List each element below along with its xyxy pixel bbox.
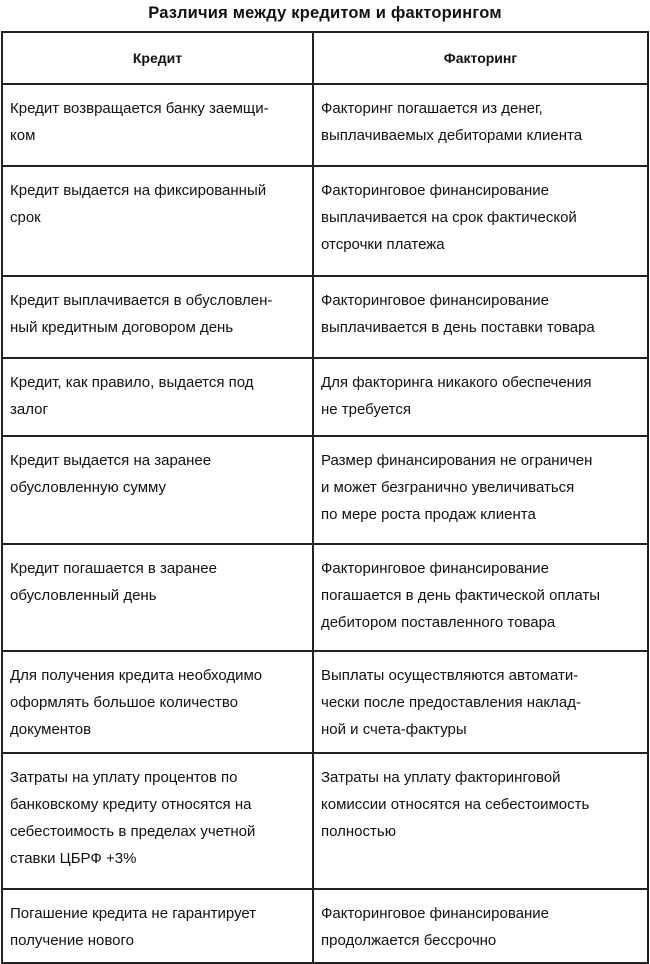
table-row	[2, 889, 648, 963]
credit-cell: Кредит выдается на заранее обусловленную сумму	[2, 436, 313, 544]
factoring-cell: Факторинговое финансирование продолжается бессрочно	[313, 889, 648, 963]
table-row	[2, 544, 648, 651]
credit-cell: Кредит, как правило, выдается под залог	[2, 358, 313, 436]
column-header-factoring: Факторинг	[313, 32, 648, 84]
table-row	[2, 358, 648, 436]
factoring-cell: Факторинговое финансирование выплачивается на срок фактической отсрочки платежа	[313, 166, 648, 276]
table-row	[2, 436, 648, 544]
column-header-credit: Кредит	[2, 32, 313, 84]
credit-cell: Для получения кредита необходимо оформлять большое количество документов	[2, 651, 313, 753]
credit-cell: Затраты на уплату процентов по банковскому кредиту относятся на себестоимость в пределах учетной ставки ЦБРФ +3%	[2, 753, 313, 889]
credit-cell: Кредит возвращается банку заемщи- ком	[2, 84, 313, 166]
table-row	[2, 651, 648, 753]
table-row	[2, 753, 648, 889]
factoring-cell: Факторинговое финансирование выплачивается в день поставки товара	[313, 276, 648, 358]
table-row	[2, 166, 648, 276]
credit-cell: Погашение кредита не гарантирует получение нового	[2, 889, 313, 963]
factoring-cell: Факторинговое финансирование погашается в день фактической оплаты дебитором поставленного товара	[313, 544, 648, 651]
page-title: Различия между кредитом и факторингом	[148, 4, 502, 22]
factoring-cell: Затраты на уплату факторинговой комиссии относятся на себестоимость полностью	[313, 753, 648, 889]
table-row	[2, 276, 648, 358]
credit-cell: Кредит выплачивается в обусловлен- ный кредитным договором день	[2, 276, 313, 358]
credit-cell: Кредит погашается в заранее обусловленный день	[2, 544, 313, 651]
factoring-cell: Факторинг погашается из денег, выплачиваемых дебиторами клиента	[313, 84, 648, 166]
comparison-table	[1, 31, 649, 964]
factoring-cell: Выплаты осуществляются автомати- чески после предоставления наклад- ной и счета-фактуры	[313, 651, 648, 753]
factoring-cell: Для факторинга никакого обеспечения не требуется	[313, 358, 648, 436]
credit-cell: Кредит выдается на фиксированный срок	[2, 166, 313, 276]
factoring-cell: Размер финансирования не ограничен и может безгранично увеличиваться по мере роста продаж клиента	[313, 436, 648, 544]
table-row	[2, 84, 648, 166]
table-header-row	[2, 32, 648, 84]
